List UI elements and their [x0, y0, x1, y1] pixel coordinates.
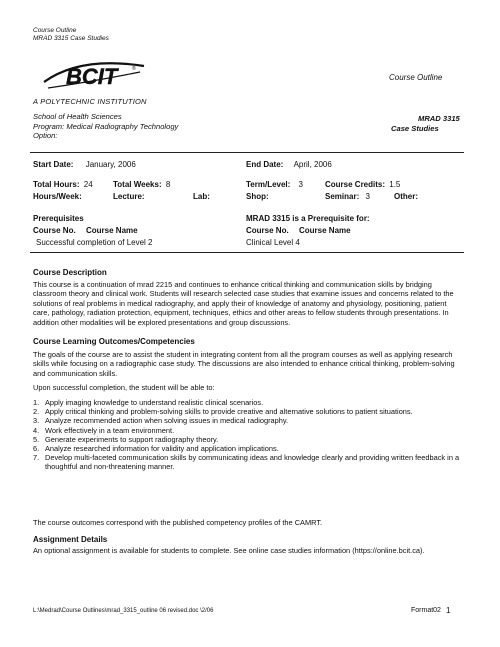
- svg-text:®: ®: [132, 66, 136, 72]
- footer-file-path: L:\Medrad\Course Outlines\mrad_3315_outline 06 revised.doc \2/06: [33, 608, 214, 614]
- course-description-heading: Course Description: [33, 268, 107, 277]
- total-weeks: [113, 180, 170, 189]
- end-date-label: End Date:: [246, 160, 284, 169]
- logo-tagline: A POLYTECHNIC INSTITUTION: [33, 97, 147, 106]
- outcome-text: Apply critical thinking and problem-solving skills to provide creative and alternative solutions to patient situations.: [45, 407, 413, 417]
- outcome-text: Analyze recommended action when solving issues in medical radiography.: [45, 416, 289, 426]
- course-credits: [325, 180, 400, 189]
- start-date-value: January, 2006: [85, 160, 136, 169]
- outcome-text: Generate experiments to support radiography theory.: [45, 434, 219, 444]
- total-hours-value: 24: [83, 180, 93, 189]
- divider-top: [30, 152, 464, 153]
- outcome-number: 6.: [33, 444, 40, 454]
- course-title: Case Studies: [391, 124, 439, 133]
- running-header-line1: Course Outline: [33, 27, 77, 34]
- bcit-logo-mark: [40, 52, 150, 96]
- upon-completion-text: Upon successful completion, the student will be able to:: [33, 383, 215, 392]
- shop-label: Shop:: [246, 192, 269, 201]
- school-block: [33, 112, 178, 141]
- start-date-label: Start Date:: [33, 160, 74, 169]
- program-name: Program: Medical Radiography Technology: [33, 121, 179, 131]
- course-outline-label: Course Outline: [389, 73, 443, 82]
- outcome-item: [33, 435, 461, 444]
- outcome-item: [33, 453, 461, 471]
- camrt-statement: The course outcomes correspond with the published competency profiles of the CAMRT.: [33, 518, 323, 527]
- running-header: [33, 27, 109, 43]
- prereq-value: Successful completion of Level 2: [36, 238, 153, 247]
- term-level-value: 3: [298, 180, 303, 189]
- seminar-value: 3: [365, 192, 370, 201]
- school-name: School of Health Sciences: [33, 112, 122, 121]
- learning-outcomes-heading: Course Learning Outcomes/Competencies: [33, 337, 195, 346]
- course-code: MRAD 3315: [418, 114, 460, 123]
- total-hours-label: Total Hours:: [33, 180, 80, 189]
- prereq-course-name-header: Course Name: [86, 226, 138, 235]
- end-date-value: April, 2006: [293, 160, 332, 169]
- option-label: Option:: [33, 131, 58, 141]
- outcome-item: [33, 426, 461, 435]
- footer-form-code: Format02: [411, 607, 441, 614]
- outcome-number: 7.: [33, 453, 40, 463]
- lecture-label: Lecture:: [113, 192, 145, 201]
- course-description-text: This course is a continuation of mrad 2215 and continues to enhance critical thinking and communication skills by bridging classroom theory and clinical work. Students will research selected case studies that examine issues and concerns related to the solutions of real problems in medical radiography, and apply their of knowledge of anatomy and physiology, positioning, patient care, pathology, radiation protection, equipment, techniques, ethics and other areas to fellow students through presentations. In addition other modalities will be explored presentations and group discussions.: [33, 280, 454, 327]
- end-date: [246, 160, 332, 169]
- outcome-number: 3.: [33, 416, 40, 426]
- prereq-course-no-header: Course No.: [33, 226, 76, 235]
- outcome-text: Analyze researched information for validity and application implications.: [45, 444, 279, 454]
- prereqfor-value: Clinical Level 4: [246, 238, 300, 247]
- start-date: [33, 160, 136, 169]
- outcome-item: [33, 444, 461, 453]
- other-label: Other:: [394, 192, 418, 201]
- total-weeks-label: Total Weeks:: [113, 180, 162, 189]
- prereqfor-course-name-header: Course Name: [299, 226, 351, 235]
- footer-page-number: 1: [446, 606, 451, 615]
- outcome-item: [33, 398, 461, 407]
- outcome-text: Develop multi-faceted communication skills by communicating ideas and knowledge clearly and providing written feedback in a thoughtful and non-threatening manner.: [45, 453, 460, 472]
- prerequisite-for-heading: MRAD 3315 is a Prerequisite for:: [246, 214, 370, 223]
- total-weeks-value: 8: [165, 180, 171, 189]
- outcome-text: Work effectively in a team environment.: [45, 425, 175, 435]
- svg-text:BCIT: BCIT: [66, 64, 118, 89]
- seminar: [325, 192, 370, 201]
- term-level: [246, 180, 303, 189]
- prerequisites-heading: Prerequisites: [33, 214, 84, 223]
- hours-week-label: Hours/Week:: [33, 192, 82, 201]
- assignment-details-heading: Assignment Details: [33, 535, 108, 544]
- outcome-number: 5.: [33, 434, 40, 444]
- running-header-line2: MRAD 3315 Case Studies: [33, 35, 109, 42]
- outcome-item: [33, 416, 461, 425]
- prereqfor-course-no-header: Course No.: [246, 226, 289, 235]
- term-level-label: Term/Level:: [246, 180, 291, 189]
- seminar-label: Seminar:: [325, 192, 360, 201]
- bcit-logo: [40, 52, 150, 96]
- divider-mid: [30, 252, 464, 253]
- course-credits-value: 1.5: [389, 180, 401, 189]
- outcome-item: [33, 407, 461, 416]
- learning-outcomes-intro: The goals of the course are to assist the student in integrating content from all the program courses as well as applying research skills while focusing on a radiographic case study. The discussions are also intended to enhance critical thinking, problem-solving and communication skills.: [33, 350, 455, 378]
- assignment-details-text: An optional assignment is available for students to complete. See online case studies information (https://online.bcit.ca).: [33, 546, 425, 555]
- total-hours: [33, 180, 93, 189]
- outcome-number: 2.: [33, 407, 40, 417]
- outcome-number: 4.: [33, 425, 40, 435]
- lab-label: Lab:: [193, 192, 210, 201]
- outcomes-list: [33, 398, 461, 472]
- outcome-text: Apply imaging knowledge to understand realistic clinical scenarios.: [45, 398, 264, 407]
- course-credits-label: Course Credits:: [325, 180, 386, 189]
- outcome-number: 1.: [33, 398, 40, 407]
